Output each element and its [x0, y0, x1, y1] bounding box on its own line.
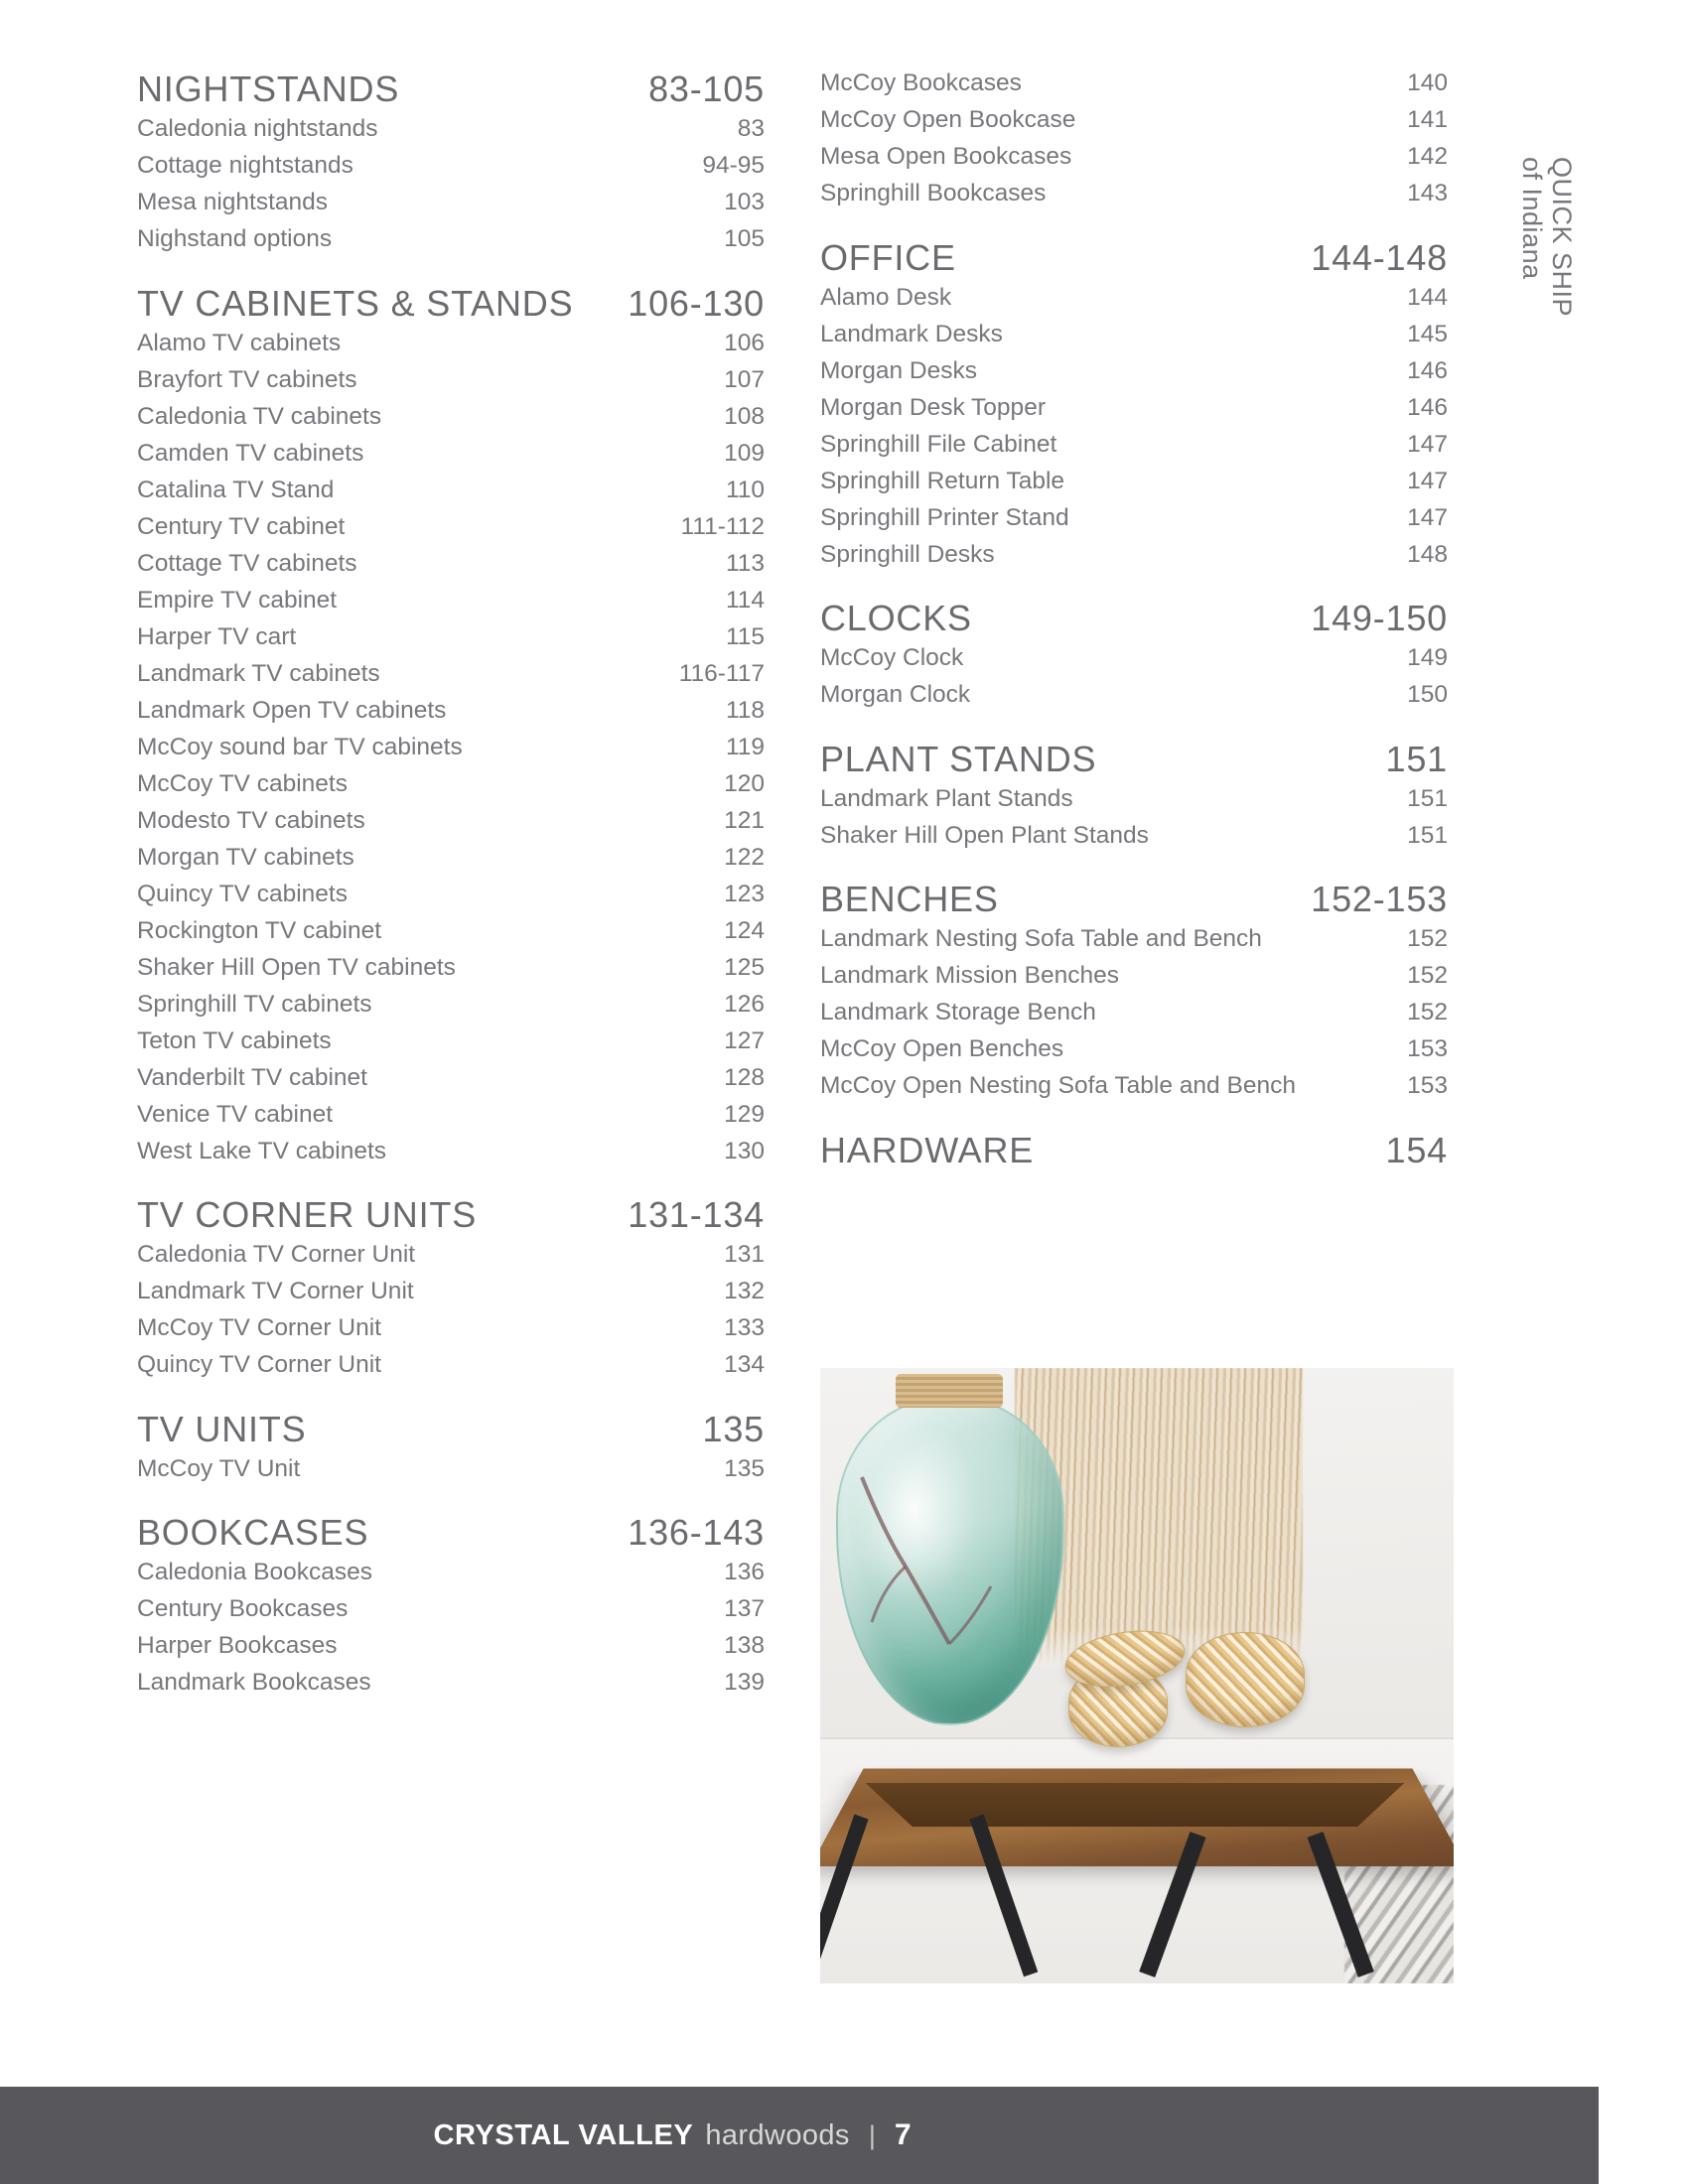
toc-entry-label: McCoy TV cabinets: [137, 769, 348, 797]
toc-entry[interactable]: [137, 1243, 765, 1268]
leader-dots: [1068, 1055, 1403, 1056]
quick-ship-side-tag: [1517, 157, 1577, 317]
leader-dots: [305, 1475, 720, 1476]
toc-entry-pages: 103: [724, 189, 765, 215]
leader-dots: [352, 790, 720, 791]
toc-entry[interactable]: [137, 1597, 765, 1622]
leader-dots: [1069, 487, 1403, 488]
toc-entry[interactable]: [137, 733, 765, 760]
toc-entry[interactable]: [820, 108, 1448, 133]
toc-entry-label: McCoy Bookcases: [820, 69, 1022, 96]
toc-entry-label: Landmark TV cabinets: [137, 659, 380, 687]
toc-entry-label: Shaker Hill Open Plant Stands: [820, 821, 1149, 849]
leader-dots: [362, 386, 721, 387]
toc-entry[interactable]: [820, 182, 1448, 206]
footer-brand-subtitle: hardwoods: [705, 2119, 850, 2151]
toc-entry[interactable]: [820, 1074, 1448, 1099]
toc-section-pages: 131-134: [628, 1194, 765, 1235]
toc-entry[interactable]: [820, 393, 1448, 421]
toc-entry-label: McCoy Clock: [820, 644, 964, 671]
toc-section-heading[interactable]: [137, 1512, 765, 1553]
toc-section-heading[interactable]: [137, 1194, 765, 1235]
toc-entry[interactable]: [820, 927, 1448, 952]
toc-entry-pages: 120: [724, 769, 765, 797]
toc-entry-pages: 105: [724, 225, 765, 252]
leader-dots: [385, 680, 675, 681]
photo-vase-branch: [854, 1437, 1023, 1686]
toc-entry-pages: 144: [1407, 283, 1448, 311]
toc-entry-label: Springhill Desks: [820, 540, 995, 568]
toc-entry[interactable]: [137, 439, 765, 467]
footer-content: [433, 2118, 911, 2152]
leader-dots: [468, 753, 722, 754]
toc-entry-label: Morgan Desk Topper: [820, 393, 1046, 421]
leader-dots: [391, 1158, 720, 1159]
toc-entry-pages: 121: [724, 806, 765, 834]
leader-dots: [485, 1226, 623, 1227]
toc-entry[interactable]: [820, 503, 1448, 531]
toc-entry-label: Caledonia TV cabinets: [137, 402, 382, 430]
toc-section-heading[interactable]: [137, 68, 765, 109]
toc-entry-pages: 113: [725, 549, 765, 577]
toc-entry[interactable]: [137, 549, 765, 577]
leader-dots: [975, 701, 1403, 702]
toc-entry-label: Century TV cabinet: [137, 512, 346, 540]
leader-dots: [382, 135, 733, 136]
toc-section-label: BENCHES: [820, 879, 999, 919]
toc-section-label: BOOKCASES: [137, 1512, 369, 1553]
toc-entry-label: Teton TV cabinets: [137, 1026, 332, 1054]
toc-entry-pages: 94-95: [702, 152, 765, 179]
toc-entry[interactable]: [820, 784, 1448, 812]
toc-section-heading[interactable]: [820, 738, 1448, 779]
leader-dots: [337, 245, 720, 246]
toc-entry-label: Landmark Nesting Sofa Table and Bench: [820, 925, 1262, 952]
toc-entry[interactable]: [137, 117, 765, 142]
side-tag-line-2: of Indiana: [1516, 157, 1547, 280]
leader-dots: [370, 827, 720, 828]
toc-entry-label: Springhill Printer Stand: [820, 503, 1069, 531]
toc-entry-label: Cottage TV cabinets: [137, 549, 357, 577]
toc-entry-label: Springhill File Cabinet: [820, 430, 1057, 458]
toc-entry[interactable]: [137, 512, 765, 540]
toc-entry[interactable]: [137, 1137, 765, 1164]
toc-entry[interactable]: [137, 365, 765, 393]
toc-entry[interactable]: [137, 1280, 765, 1304]
toc-section-pages: 106-130: [628, 282, 765, 324]
leader-dots: [362, 570, 722, 571]
toc-entry[interactable]: [820, 1037, 1448, 1062]
toc-section-heading[interactable]: [820, 236, 1448, 278]
toc-entry-label: Mesa Open Bookcases: [820, 143, 1072, 170]
toc-entry-pages: 109: [724, 439, 765, 467]
toc-entry-pages: 136: [724, 1559, 765, 1585]
toc-entry-label: Landmark Bookcases: [137, 1669, 371, 1696]
leader-dots: [376, 1689, 721, 1690]
toc-entry-pages: 134: [724, 1351, 765, 1378]
toc-entry-pages: 132: [724, 1278, 765, 1304]
leader-dots: [1104, 770, 1380, 771]
leader-dots: [451, 717, 722, 718]
toc-section-heading[interactable]: [820, 1129, 1448, 1170]
toc-entry-pages: 114: [725, 586, 765, 614]
toc-entry[interactable]: [137, 1634, 765, 1659]
toc-entry-label: Morgan Desks: [820, 356, 977, 384]
toc-entry-pages: 153: [1407, 1035, 1448, 1062]
toc-entry-pages: 111-112: [680, 512, 765, 540]
toc-entry-pages: 148: [1407, 540, 1448, 568]
toc-entry[interactable]: [137, 769, 765, 797]
toc-entry[interactable]: [820, 821, 1448, 849]
toc-entry-pages: 124: [724, 916, 765, 944]
toc-entry-pages: 127: [724, 1026, 765, 1054]
leader-dots: [964, 269, 1306, 270]
toc-entry-pages: 152: [1407, 962, 1448, 989]
leader-dots: [420, 1261, 720, 1262]
toc-entry-label: Springhill TV cabinets: [137, 990, 372, 1018]
leader-dots: [352, 1615, 720, 1616]
toc-entry-label: Vanderbilt TV cabinet: [137, 1063, 367, 1091]
photo-table-edge: [842, 1783, 1428, 1827]
toc-entry-pages: 128: [724, 1063, 765, 1091]
toc-entry-label: Brayfort TV cabinets: [137, 365, 357, 393]
footer-brand-name: CRYSTAL VALLEY: [433, 2119, 694, 2151]
leader-dots: [386, 937, 720, 938]
leader-dots: [968, 664, 1403, 665]
leader-dots: [419, 1297, 720, 1298]
toc-entry-pages: 123: [724, 880, 765, 907]
toc-entry[interactable]: [137, 806, 765, 834]
leader-dots: [407, 100, 643, 101]
leader-dots: [368, 460, 720, 461]
toc-entry-label: McCoy Open Benches: [820, 1035, 1064, 1062]
toc-entry[interactable]: [137, 478, 765, 503]
toc-entry-pages: 129: [724, 1100, 765, 1128]
toc-entry[interactable]: [137, 154, 765, 179]
leader-dots: [339, 496, 722, 497]
toc-entry[interactable]: [137, 843, 765, 871]
toc-entry-label: Landmark Storage Bench: [820, 999, 1096, 1025]
toc-entry-label: Empire TV cabinet: [137, 586, 338, 614]
toc-entry-label: Rockington TV cabinet: [137, 916, 382, 944]
toc-entry-label: Landmark Plant Stands: [820, 784, 1073, 812]
toc-entry-label: Caledonia nightstands: [137, 115, 378, 142]
toc-entry[interactable]: [820, 320, 1448, 347]
leader-dots: [358, 172, 698, 173]
leader-dots: [386, 1334, 720, 1335]
toc-section-label: TV CORNER UNITS: [137, 1194, 478, 1235]
leader-dots: [1000, 561, 1403, 562]
toc-section-pages: 154: [1385, 1129, 1448, 1170]
leader-dots: [377, 1011, 721, 1012]
toc-entry[interactable]: [820, 430, 1448, 458]
leader-dots: [372, 1084, 720, 1085]
leader-dots: [1124, 982, 1403, 983]
toc-section-label: OFFICE: [820, 236, 956, 278]
toc-entry-pages: 146: [1407, 356, 1448, 384]
leader-dots: [346, 349, 720, 350]
toc-entry[interactable]: [137, 1353, 765, 1378]
toc-entry-label: Century Bookcases: [137, 1595, 349, 1622]
leader-dots: [581, 315, 623, 316]
toc-entry-pages: 153: [1407, 1072, 1448, 1099]
leader-dots: [350, 533, 676, 534]
toc-entry[interactable]: [137, 953, 765, 981]
toc-entry[interactable]: [820, 145, 1448, 170]
toc-entry[interactable]: [137, 1671, 765, 1696]
leader-dots: [333, 208, 720, 209]
leader-dots: [1042, 1161, 1380, 1162]
toc-entry[interactable]: [137, 916, 765, 944]
leader-dots: [342, 607, 722, 608]
toc-section-pages: 83-105: [648, 68, 765, 109]
leader-dots: [386, 423, 720, 424]
toc-entry-label: Caledonia Bookcases: [137, 1559, 372, 1585]
toc-entry-pages: 150: [1407, 681, 1448, 708]
leader-dots: [461, 974, 720, 975]
toc-entry-label: Landmark Open TV cabinets: [137, 696, 447, 724]
toc-section-label: HARDWARE: [820, 1129, 1035, 1170]
toc-entry-pages: 145: [1407, 320, 1448, 347]
toc-entry-label: Camden TV cabinets: [137, 439, 364, 467]
toc-section-pages: 152-153: [1311, 879, 1448, 919]
toc-entry-label: Springhill Return Table: [820, 467, 1065, 494]
toc-entry[interactable]: [820, 467, 1448, 494]
toc-section-heading[interactable]: [137, 1408, 765, 1449]
leader-dots: [359, 864, 720, 865]
toc-entry-label: Caledonia TV Corner Unit: [137, 1241, 416, 1268]
product-photograph: [820, 1368, 1454, 1983]
leader-dots: [1080, 126, 1403, 127]
leader-dots: [376, 1544, 623, 1545]
toc-entry-label: McCoy TV Unit: [137, 1454, 301, 1482]
leader-dots: [377, 1578, 720, 1579]
toc-entry-label: West Lake TV cabinets: [137, 1137, 387, 1164]
toc-entry-pages: 133: [724, 1314, 765, 1341]
toc-entry-pages: 147: [1407, 430, 1448, 458]
photo-vase-rope-neck: [896, 1374, 1003, 1408]
toc-section-pages: 136-143: [628, 1512, 765, 1553]
toc-entry-pages: 146: [1407, 393, 1448, 421]
toc-entry-pages: 137: [724, 1595, 765, 1622]
toc-entry[interactable]: [137, 659, 765, 687]
toc-entry-label: Shaker Hill Open TV cabinets: [137, 953, 456, 981]
side-tag-line-1: QUICK SHIP: [1547, 157, 1577, 318]
toc-entry[interactable]: [820, 283, 1448, 311]
toc-entry-pages: 131: [724, 1241, 765, 1268]
toc-entry-pages: 83: [737, 115, 765, 142]
toc-section-heading[interactable]: [137, 282, 765, 324]
toc-entry[interactable]: [820, 356, 1448, 384]
toc-entry-pages: 122: [724, 843, 765, 871]
toc-entry-pages: 107: [724, 365, 765, 393]
toc-entry[interactable]: [137, 1561, 765, 1585]
toc-entry-pages: 141: [1407, 106, 1448, 133]
toc-entry-label: McCoy TV Corner Unit: [137, 1314, 381, 1341]
leader-dots: [1154, 842, 1403, 843]
toc-entry-label: Quincy TV Corner Unit: [137, 1351, 381, 1378]
toc-entry[interactable]: [137, 191, 765, 215]
leader-dots: [1076, 163, 1403, 164]
leader-dots: [386, 1371, 720, 1372]
toc-entry[interactable]: [137, 586, 765, 614]
toc-entry-label: Nighstand options: [137, 225, 333, 252]
leader-dots: [314, 1440, 697, 1441]
toc-section-pages: 151: [1385, 738, 1448, 779]
toc-entry-label: Harper Bookcases: [137, 1632, 338, 1659]
toc-entry[interactable]: [820, 540, 1448, 568]
leader-dots: [337, 1047, 720, 1048]
toc-entry[interactable]: [137, 1100, 765, 1128]
toc-entry-pages: 147: [1407, 467, 1448, 494]
page-footer: [0, 2087, 1599, 2184]
toc-entry-pages: 110: [725, 476, 765, 503]
toc-entry-label: Modesto TV cabinets: [137, 806, 365, 834]
toc-entry-pages: 130: [724, 1137, 765, 1164]
toc-section-heading[interactable]: [820, 598, 1448, 638]
toc-section-label: TV CABINETS & STANDS: [137, 282, 574, 324]
toc-entry-pages: 119: [725, 733, 765, 760]
toc-entry-pages: 108: [724, 402, 765, 430]
toc-entry[interactable]: [137, 402, 765, 430]
leader-dots: [1264, 945, 1403, 946]
toc-entry-pages: 151: [1407, 821, 1448, 849]
toc-entry-label: McCoy Open Bookcase: [820, 106, 1076, 133]
toc-entry[interactable]: [820, 1001, 1448, 1025]
footer-divider: |: [868, 2120, 876, 2150]
toc-entry-pages: 151: [1407, 784, 1448, 812]
toc-entry[interactable]: [137, 1316, 765, 1341]
toc-entry-pages: 142: [1407, 143, 1448, 170]
toc-entry[interactable]: [820, 646, 1448, 671]
photo-woven-basket: [1186, 1632, 1305, 1727]
toc-entry[interactable]: [137, 696, 765, 724]
toc-entry[interactable]: [137, 329, 765, 356]
toc-entry[interactable]: [820, 683, 1448, 708]
toc-entry-label: Landmark Mission Benches: [820, 962, 1119, 989]
toc-entry[interactable]: [137, 1454, 765, 1482]
toc-section-label: PLANT STANDS: [820, 738, 1097, 779]
leader-dots: [1078, 805, 1403, 806]
toc-section-pages: 144-148: [1311, 236, 1448, 278]
toc-section-heading[interactable]: [820, 879, 1448, 919]
toc-entry[interactable]: [137, 1063, 765, 1091]
leader-dots: [1051, 414, 1403, 415]
toc-entry-label: McCoy Open Nesting Sofa Table and Bench: [820, 1072, 1296, 1099]
toc-entry-label: Catalina TV Stand: [137, 476, 335, 503]
leader-dots: [1007, 910, 1307, 911]
toc-entry-pages: 149: [1407, 644, 1448, 671]
leader-dots: [1027, 89, 1403, 90]
toc-entry-label: Venice TV cabinet: [137, 1100, 334, 1128]
toc-entry-label: Landmark Desks: [820, 320, 1003, 347]
toc-entry-label: Quincy TV cabinets: [137, 880, 348, 907]
toc-entry-pages: 147: [1407, 503, 1448, 531]
toc-entry-label: Mesa nightstands: [137, 189, 329, 215]
leader-dots: [1074, 524, 1404, 525]
toc-entry-label: Morgan Clock: [820, 681, 971, 708]
leader-dots: [1298, 1092, 1403, 1093]
toc-entry-label: Morgan TV cabinets: [137, 843, 354, 871]
toc-entry[interactable]: [820, 71, 1448, 96]
toc-entry-pages: 143: [1407, 180, 1448, 206]
toc-section-label: NIGHTSTANDS: [137, 68, 400, 109]
toc-entry[interactable]: [137, 1026, 765, 1054]
toc-entry-pages: 118: [725, 696, 765, 724]
toc-section-pages: 135: [702, 1408, 765, 1449]
toc-entry-label: Cottage nightstands: [137, 152, 353, 179]
leader-dots: [352, 900, 720, 901]
leader-dots: [338, 1121, 720, 1122]
toc-entry-pages: 125: [724, 953, 765, 981]
toc-entry[interactable]: [820, 964, 1448, 989]
toc-section-label: TV UNITS: [137, 1408, 307, 1449]
footer-page-number: 7: [894, 2118, 912, 2151]
leader-dots: [1101, 1019, 1403, 1020]
toc-entry-pages: 139: [724, 1669, 765, 1696]
toc-entry-pages: 135: [724, 1454, 765, 1482]
toc-entry-label: Landmark TV Corner Unit: [137, 1278, 414, 1304]
leader-dots: [956, 304, 1403, 305]
toc-entry[interactable]: [137, 227, 765, 252]
toc-entry-pages: 115: [725, 622, 765, 650]
toc-entry-pages: 106: [724, 329, 765, 356]
toc-entry-pages: 152: [1407, 999, 1448, 1025]
toc-left-column: [137, 68, 765, 1707]
leader-dots: [343, 1652, 721, 1653]
leader-dots: [980, 629, 1306, 630]
toc-entry-pages: 140: [1407, 69, 1448, 96]
leader-dots: [982, 377, 1403, 378]
leader-dots: [1051, 200, 1403, 201]
toc-entry-label: Alamo Desk: [820, 283, 952, 311]
toc-entry-label: Springhill Bookcases: [820, 180, 1047, 206]
toc-entry-pages: 126: [724, 990, 765, 1018]
toc-entry-pages: 152: [1407, 925, 1448, 952]
toc-entry-pages: 138: [724, 1632, 765, 1659]
toc-section-label: CLOCKS: [820, 598, 972, 638]
toc-entry[interactable]: [137, 880, 765, 907]
toc-entry-label: McCoy sound bar TV cabinets: [137, 733, 463, 760]
toc-section-pages: 149-150: [1311, 598, 1448, 638]
leader-dots: [301, 643, 722, 644]
toc-entry-pages: 116-117: [678, 659, 765, 687]
leader-dots: [1061, 451, 1403, 452]
toc-entry-label: Alamo TV cabinets: [137, 329, 342, 356]
toc-entry[interactable]: [137, 990, 765, 1018]
toc-entry[interactable]: [137, 622, 765, 650]
toc-entry-label: Harper TV cart: [137, 622, 297, 650]
